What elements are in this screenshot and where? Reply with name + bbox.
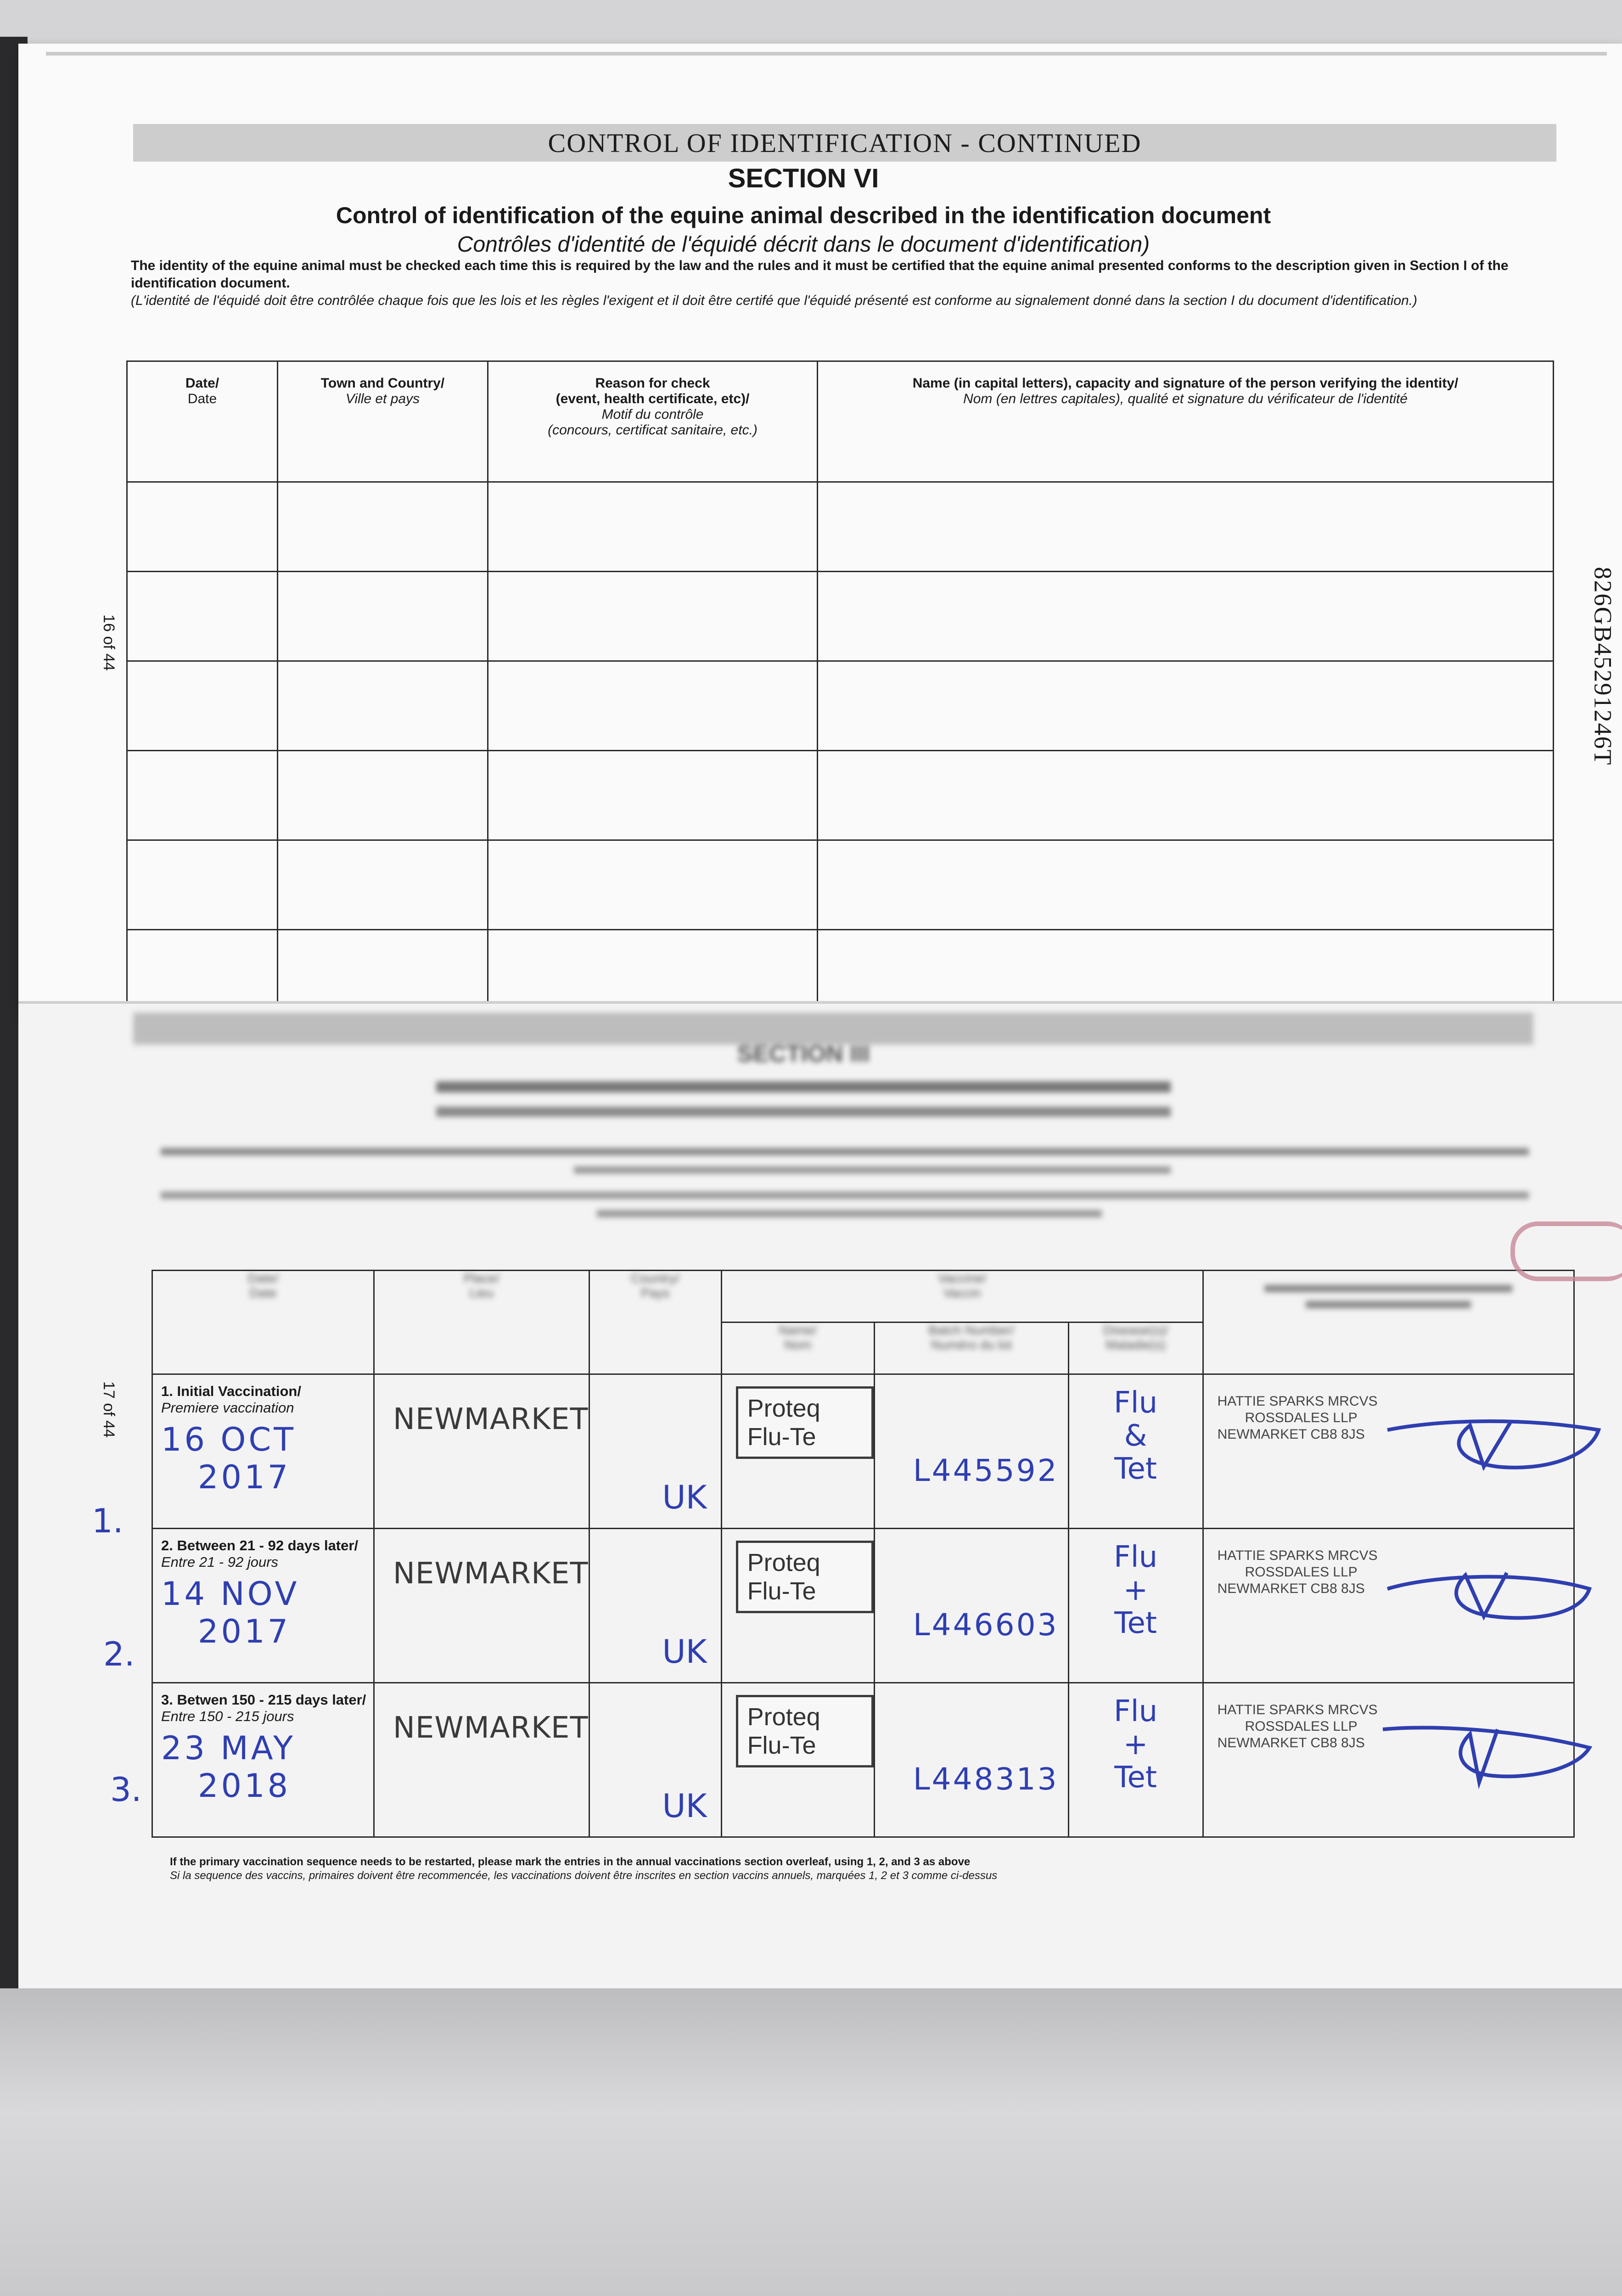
footnote [170, 1855, 1547, 1883]
banner-title: CONTROL OF IDENTIFICATION - CONTINUED [548, 128, 1142, 158]
paper-clip [1510, 1221, 1622, 1281]
stage-cell: 2. Between 21 - 92 days later/ Entre 21 - 92 jours 14 NOV 2017 [152, 1529, 374, 1683]
row-marker-3: 3. [110, 1770, 142, 1809]
col-vet [1203, 1271, 1574, 1374]
vet-signature [1378, 1393, 1608, 1485]
footnote-english: If the primary vaccination sequence needs to be restarted, please mark the entries in the annual vaccinations section overleaf, using 1, 2, and 3 as above [170, 1856, 971, 1868]
vet-stamp-cell: HATTIE SPARKS MRCVS ROSSDALES LLP NEWMARKET CB8 8JS [1203, 1683, 1574, 1837]
col-town-country: Town and Country/ Ville et pays [278, 361, 488, 482]
col-reason: Reason for check (event, health certificate, etc)/ Motif du contrôle (concours, certificat sanitaire, etc.) [488, 361, 818, 482]
batch-cell: L445592 [874, 1374, 1068, 1529]
vet-signature [1378, 1548, 1608, 1639]
blurred-text-bar [1251, 1280, 1526, 1322]
vaccine-stamp: Proteq Flu-Te [736, 1541, 874, 1613]
col-vaccine-name: Name/ Nom [721, 1322, 874, 1374]
disease-cell: Flu + Tet [1068, 1529, 1203, 1683]
vaccine-name-cell [721, 1683, 874, 1837]
place-stamp: NEWMARKET [374, 1374, 589, 1529]
handwritten-date: 23 MAY 2018 [161, 1729, 296, 1805]
blurred-paragraph [161, 1146, 1538, 1238]
vaccination-row-3 [152, 1683, 1574, 1837]
vet-signature [1378, 1702, 1608, 1794]
intro-french: (L'identité de l'équidé doit être contrôlée chaque fois que les lois et les règles l'exigent et il doit être certifé que l'équidé présenté est conforme au signalement donné dans la section I du document d'identification.) [131, 293, 1418, 308]
place-stamp: NEWMARKET [374, 1529, 589, 1683]
disease-cell: Flu & Tet [1068, 1374, 1203, 1529]
country-cell: UK [589, 1683, 721, 1837]
section-title: SECTION VI [728, 163, 879, 193]
page-number-16: 16 of 44 [100, 614, 118, 671]
vaccine-stamp: Proteq Flu-Te [736, 1695, 874, 1767]
table-header-row [127, 361, 1554, 482]
section-banner [133, 124, 1556, 162]
blurred-paragraph-bars [161, 1146, 1538, 1233]
col-batch: Batch Number/ Numéro du lot [874, 1322, 1068, 1374]
page-edge-rule [46, 52, 1607, 56]
disease-cell: Flu + Tet [1068, 1683, 1203, 1837]
intro-english: The identity of the equine animal must be checked each time this is required by the law and the rules and it must be certified that the equine animal presented conforms to the description given in Section I of the identification document. [131, 258, 1509, 291]
row-marker-1: 1. [92, 1502, 123, 1540]
background-bottom [0, 1988, 1622, 2296]
intro-text [131, 257, 1554, 310]
col-date: Date/ Date [152, 1271, 374, 1374]
section-title-blurred: SECTION III [737, 1041, 870, 1067]
col-date: Date/ Date [127, 361, 278, 482]
handwritten-date: 14 NOV 2017 [161, 1575, 300, 1650]
vaccine-name-cell [721, 1374, 874, 1529]
vaccination-row-1 [152, 1374, 1574, 1529]
vet-stamp-cell: HATTIE SPARKS MRCVS ROSSDALES LLP NEWMARKET CB8 8JS [1203, 1374, 1574, 1529]
blurred-text-bar [436, 1102, 1171, 1120]
blurred-heading [0, 1077, 1607, 1095]
col-verifier: Name (in capital letters), capacity and signature of the person verifying the identity/ Nom (en lettres capitales), qualité et signature du vérificateur de l'identité [818, 361, 1554, 482]
col-vaccine: Vaccine/ Vaccin [721, 1271, 1203, 1322]
blurred-subheading [0, 1102, 1607, 1120]
stage-cell: 3. Betwen 150 - 215 days later/ Entre 150 - 215 jours 23 MAY 2018 [152, 1683, 374, 1837]
vaccination-row-2 [152, 1529, 1574, 1683]
footnote-french: Si la sequence des vaccins, primaires doivent être recommencée, les vaccinations doivent être inscrites en section vaccins annuels, marquées 1, 2 et 3 comme ci-dessus [170, 1869, 998, 1882]
country-cell: UK [589, 1529, 721, 1683]
heading-french: Contrôles d'identité de l'équidé décrit dans le document d'identification) [457, 232, 1150, 257]
stage-cell: 1. Initial Vaccination/ Premiere vaccination 16 OCT 2017 [152, 1374, 374, 1529]
table-row [127, 482, 1554, 572]
table-header-row [152, 1271, 1574, 1322]
handwritten-date: 16 OCT 2017 [161, 1421, 297, 1496]
vet-stamp-cell: HATTIE SPARKS MRCVS ROSSDALES LLP NEWMARKET CB8 8JS [1203, 1529, 1574, 1683]
vaccine-name-cell [721, 1529, 874, 1683]
place-stamp: NEWMARKET [374, 1683, 589, 1837]
identity-check-table [126, 360, 1554, 1020]
vaccine-stamp: Proteq Flu-Te [736, 1386, 874, 1459]
col-country: Country/ Pays [589, 1271, 721, 1374]
table-row [127, 572, 1554, 661]
table-row [127, 751, 1554, 840]
col-place: Place/ Lieu [374, 1271, 589, 1374]
blurred-text-bar [436, 1077, 1171, 1095]
batch-cell: L448313 [874, 1683, 1068, 1837]
table-row [127, 840, 1554, 930]
col-disease: Disease(s)/ Maladie(s) [1068, 1322, 1203, 1374]
batch-cell: L446603 [874, 1529, 1068, 1683]
page-number-17: 17 of 44 [100, 1381, 118, 1438]
document-reference: 826GB45291246T [1589, 567, 1617, 766]
row-marker-2: 2. [103, 1635, 135, 1673]
table-row [127, 661, 1554, 751]
heading-english: Control of identification of the equine animal described in the identification document [336, 203, 1271, 228]
vaccination-table [152, 1270, 1575, 1838]
country-cell: UK [589, 1374, 721, 1529]
